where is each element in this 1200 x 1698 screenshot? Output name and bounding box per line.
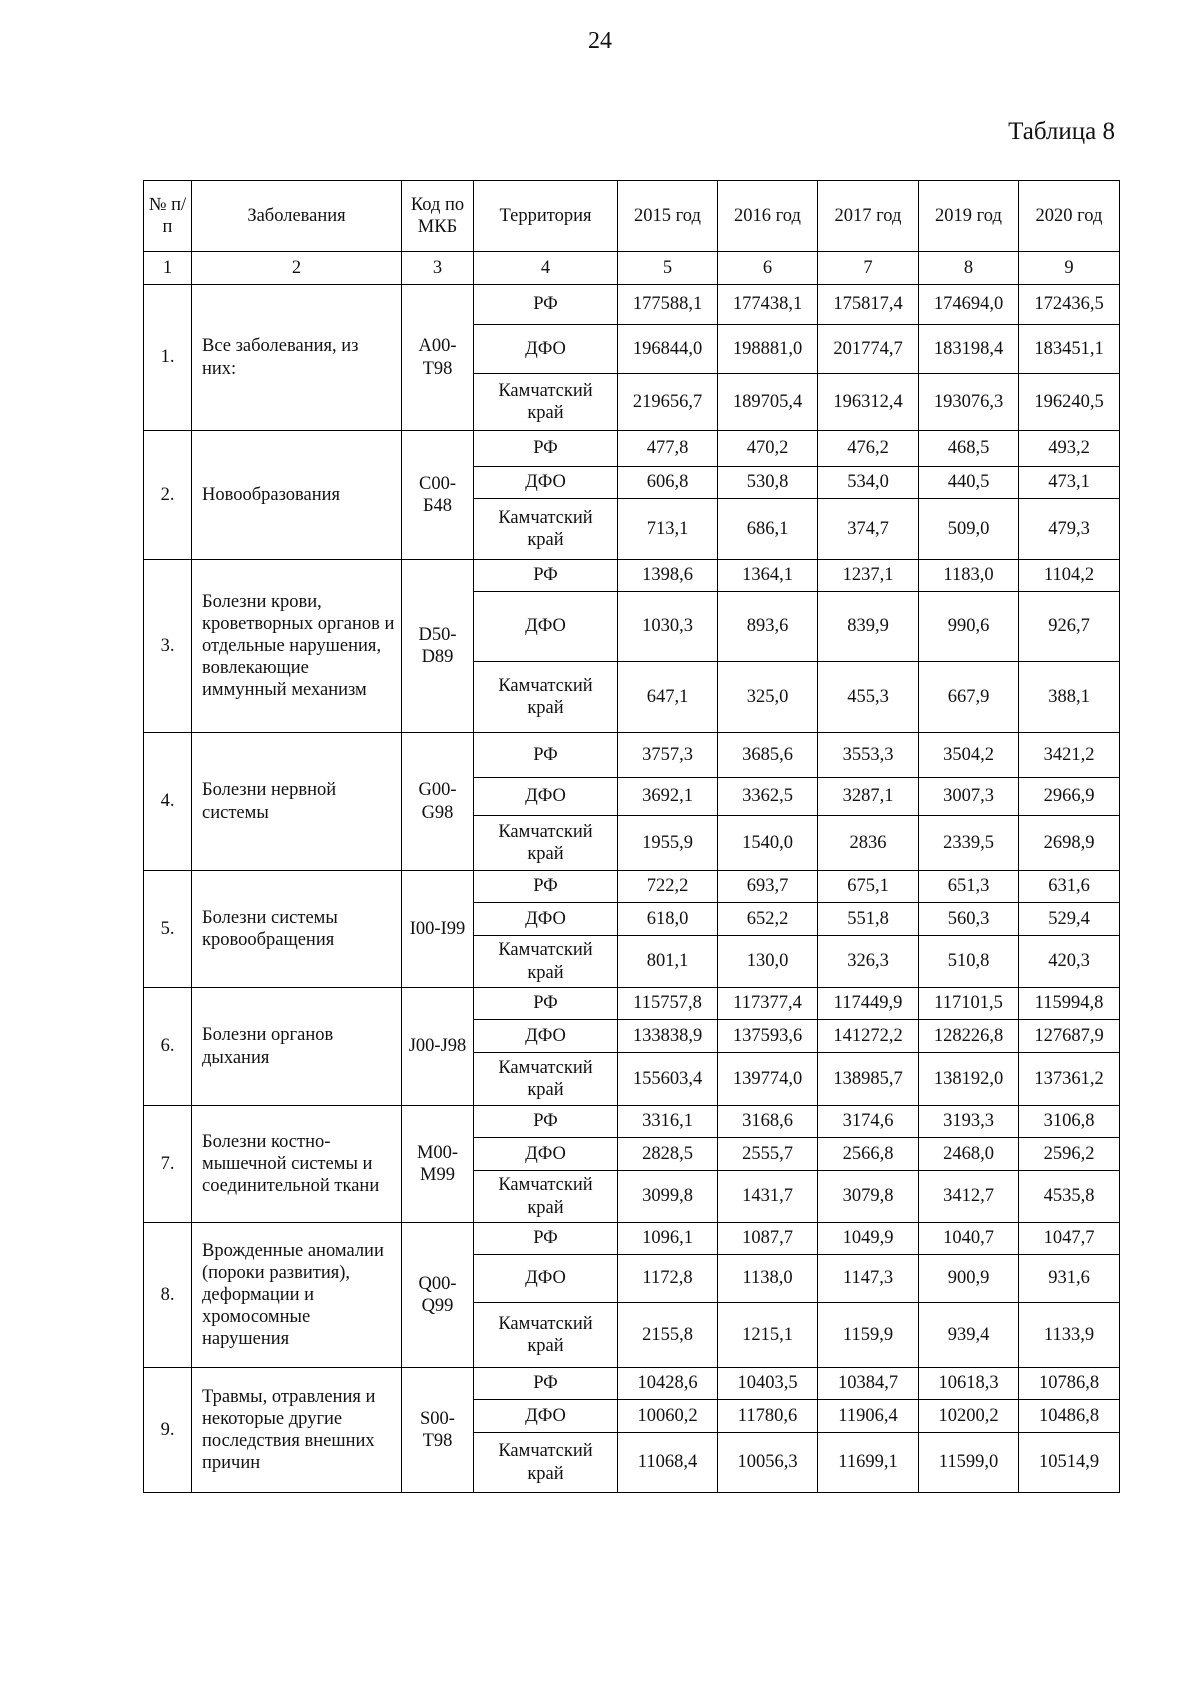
territory-cell: Камчатский край xyxy=(474,499,618,560)
value-cell: 651,3 xyxy=(919,871,1019,903)
territory-cell: ДФО xyxy=(474,903,618,936)
icd-code: D50-D89 xyxy=(402,560,474,733)
value-cell: 1215,1 xyxy=(718,1303,818,1368)
value-cell: 2468,0 xyxy=(919,1138,1019,1171)
value-cell: 133838,9 xyxy=(618,1020,718,1053)
table-row xyxy=(144,1106,1120,1138)
icd-code: Q00-Q99 xyxy=(402,1223,474,1368)
territory-cell: ДФО xyxy=(474,1400,618,1433)
value-cell: 990,6 xyxy=(919,592,1019,662)
value-cell: 477,8 xyxy=(618,431,718,467)
value-cell: 155603,4 xyxy=(618,1053,718,1106)
value-cell: 3757,3 xyxy=(618,733,718,778)
value-cell: 1133,9 xyxy=(1019,1303,1120,1368)
value-cell: 11599,0 xyxy=(919,1433,1019,1493)
row-number: 7. xyxy=(144,1106,192,1223)
value-cell: 647,1 xyxy=(618,662,718,733)
icd-code: I00-I99 xyxy=(402,871,474,988)
value-cell: 1398,6 xyxy=(618,560,718,592)
territory-cell: РФ xyxy=(474,733,618,778)
value-cell: 693,7 xyxy=(718,871,818,903)
value-cell: 3685,6 xyxy=(718,733,818,778)
header-year-2020: 2020 год xyxy=(1019,181,1120,252)
value-cell: 115757,8 xyxy=(618,988,718,1020)
value-cell: 468,5 xyxy=(919,431,1019,467)
value-cell: 117101,5 xyxy=(919,988,1019,1020)
value-cell: 3412,7 xyxy=(919,1171,1019,1223)
value-cell: 10200,2 xyxy=(919,1400,1019,1433)
value-cell: 618,0 xyxy=(618,903,718,936)
row-number: 4. xyxy=(144,733,192,871)
value-cell: 117449,9 xyxy=(818,988,919,1020)
value-cell: 534,0 xyxy=(818,467,919,499)
value-cell: 470,2 xyxy=(718,431,818,467)
value-cell: 420,3 xyxy=(1019,936,1120,988)
disease-name: Все заболевания, из них: xyxy=(192,285,402,431)
value-cell: 686,1 xyxy=(718,499,818,560)
value-cell: 196312,4 xyxy=(818,374,919,431)
value-cell: 130,0 xyxy=(718,936,818,988)
territory-cell: Камчатский край xyxy=(474,1171,618,1223)
value-cell: 667,9 xyxy=(919,662,1019,733)
value-cell: 560,3 xyxy=(919,903,1019,936)
value-cell: 510,8 xyxy=(919,936,1019,988)
territory-cell: ДФО xyxy=(474,325,618,374)
value-cell: 1172,8 xyxy=(618,1255,718,1303)
value-cell: 2966,9 xyxy=(1019,778,1120,816)
value-cell: 926,7 xyxy=(1019,592,1120,662)
value-cell: 3553,3 xyxy=(818,733,919,778)
territory-cell: РФ xyxy=(474,560,618,592)
value-cell: 2596,2 xyxy=(1019,1138,1120,1171)
territory-cell: ДФО xyxy=(474,1138,618,1171)
value-cell: 177588,1 xyxy=(618,285,718,325)
value-cell: 3287,1 xyxy=(818,778,919,816)
column-number: 6 xyxy=(718,252,818,285)
value-cell: 172436,5 xyxy=(1019,285,1120,325)
column-number: 5 xyxy=(618,252,718,285)
value-cell: 1540,0 xyxy=(718,816,818,871)
header-year-2016: 2016 год xyxy=(718,181,818,252)
value-cell: 10403,5 xyxy=(718,1368,818,1400)
value-cell: 3316,1 xyxy=(618,1106,718,1138)
value-cell: 1030,3 xyxy=(618,592,718,662)
value-cell: 2155,8 xyxy=(618,1303,718,1368)
value-cell: 652,2 xyxy=(718,903,818,936)
value-cell: 2828,5 xyxy=(618,1138,718,1171)
value-cell: 2566,8 xyxy=(818,1138,919,1171)
value-cell: 2339,5 xyxy=(919,816,1019,871)
value-cell: 325,0 xyxy=(718,662,818,733)
value-cell: 606,8 xyxy=(618,467,718,499)
territory-cell: РФ xyxy=(474,285,618,325)
territory-cell: Камчатский край xyxy=(474,1303,618,1368)
value-cell: 3106,8 xyxy=(1019,1106,1120,1138)
value-cell: 11780,6 xyxy=(718,1400,818,1433)
header-disease: Заболевания xyxy=(192,181,402,252)
column-number-row xyxy=(144,252,1120,285)
table-row xyxy=(144,871,1120,903)
value-cell: 3099,8 xyxy=(618,1171,718,1223)
table-row xyxy=(144,560,1120,592)
disease-name: Болезни органов дыхания xyxy=(192,988,402,1106)
value-cell: 326,3 xyxy=(818,936,919,988)
disease-name: Болезни системы кровообращения xyxy=(192,871,402,988)
header-year-2015: 2015 год xyxy=(618,181,718,252)
value-cell: 10384,7 xyxy=(818,1368,919,1400)
value-cell: 893,6 xyxy=(718,592,818,662)
territory-cell: Камчатский край xyxy=(474,936,618,988)
value-cell: 10786,8 xyxy=(1019,1368,1120,1400)
value-cell: 3079,8 xyxy=(818,1171,919,1223)
column-number: 4 xyxy=(474,252,618,285)
value-cell: 196844,0 xyxy=(618,325,718,374)
value-cell: 138985,7 xyxy=(818,1053,919,1106)
territory-cell: РФ xyxy=(474,1106,618,1138)
value-cell: 939,4 xyxy=(919,1303,1019,1368)
value-cell: 138192,0 xyxy=(919,1053,1019,1106)
row-number: 8. xyxy=(144,1223,192,1368)
value-cell: 137593,6 xyxy=(718,1020,818,1053)
value-cell: 139774,0 xyxy=(718,1053,818,1106)
value-cell: 3504,2 xyxy=(919,733,1019,778)
value-cell: 374,7 xyxy=(818,499,919,560)
value-cell: 201774,7 xyxy=(818,325,919,374)
value-cell: 388,1 xyxy=(1019,662,1120,733)
value-cell: 3362,5 xyxy=(718,778,818,816)
value-cell: 10056,3 xyxy=(718,1433,818,1493)
value-cell: 189705,4 xyxy=(718,374,818,431)
value-cell: 3193,3 xyxy=(919,1106,1019,1138)
disease-name: Травмы, отравления и некоторые другие последствия внешних причин xyxy=(192,1368,402,1493)
value-cell: 1047,7 xyxy=(1019,1223,1120,1255)
value-cell: 3168,6 xyxy=(718,1106,818,1138)
column-number: 2 xyxy=(192,252,402,285)
row-number: 5. xyxy=(144,871,192,988)
row-number: 3. xyxy=(144,560,192,733)
header-year-2019: 2019 год xyxy=(919,181,1019,252)
value-cell: 177438,1 xyxy=(718,285,818,325)
value-cell: 493,2 xyxy=(1019,431,1120,467)
territory-cell: ДФО xyxy=(474,1020,618,1053)
value-cell: 1096,1 xyxy=(618,1223,718,1255)
header-row xyxy=(144,181,1120,252)
value-cell: 509,0 xyxy=(919,499,1019,560)
row-number: 1. xyxy=(144,285,192,431)
value-cell: 839,9 xyxy=(818,592,919,662)
table-row xyxy=(144,988,1120,1020)
value-cell: 198881,0 xyxy=(718,325,818,374)
value-cell: 479,3 xyxy=(1019,499,1120,560)
value-cell: 1955,9 xyxy=(618,816,718,871)
value-cell: 11906,4 xyxy=(818,1400,919,1433)
territory-cell: Камчатский край xyxy=(474,662,618,733)
value-cell: 2836 xyxy=(818,816,919,871)
icd-code: J00-J98 xyxy=(402,988,474,1106)
value-cell: 117377,4 xyxy=(718,988,818,1020)
value-cell: 183198,4 xyxy=(919,325,1019,374)
value-cell: 1138,0 xyxy=(718,1255,818,1303)
value-cell: 3421,2 xyxy=(1019,733,1120,778)
value-cell: 551,8 xyxy=(818,903,919,936)
territory-cell: Камчатский край xyxy=(474,1433,618,1493)
territory-cell: РФ xyxy=(474,1223,618,1255)
icd-code: C00-Б48 xyxy=(402,431,474,560)
disease-name: Врожденные аномалии (пороки развития), деформации и хромосомные нарушения xyxy=(192,1223,402,1368)
header-territory: Территория xyxy=(474,181,618,252)
value-cell: 115994,8 xyxy=(1019,988,1120,1020)
value-cell: 631,6 xyxy=(1019,871,1120,903)
row-number: 2. xyxy=(144,431,192,560)
territory-cell: Камчатский край xyxy=(474,816,618,871)
value-cell: 10060,2 xyxy=(618,1400,718,1433)
value-cell: 1147,3 xyxy=(818,1255,919,1303)
value-cell: 440,5 xyxy=(919,467,1019,499)
column-number: 9 xyxy=(1019,252,1120,285)
value-cell: 1159,9 xyxy=(818,1303,919,1368)
value-cell: 1040,7 xyxy=(919,1223,1019,1255)
column-number: 7 xyxy=(818,252,919,285)
territory-cell: РФ xyxy=(474,1368,618,1400)
icd-code: A00-T98 xyxy=(402,285,474,431)
value-cell: 713,1 xyxy=(618,499,718,560)
table-caption: Таблица 8 xyxy=(1008,118,1115,145)
row-number: 6. xyxy=(144,988,192,1106)
territory-cell: Камчатский край xyxy=(474,1053,618,1106)
value-cell: 455,3 xyxy=(818,662,919,733)
value-cell: 931,6 xyxy=(1019,1255,1120,1303)
territory-cell: ДФО xyxy=(474,1255,618,1303)
territory-cell: ДФО xyxy=(474,778,618,816)
value-cell: 3007,3 xyxy=(919,778,1019,816)
column-number: 1 xyxy=(144,252,192,285)
value-cell: 175817,4 xyxy=(818,285,919,325)
value-cell: 529,4 xyxy=(1019,903,1120,936)
table-row xyxy=(144,1368,1120,1400)
header-year-2017: 2017 год xyxy=(818,181,919,252)
table-row xyxy=(144,733,1120,778)
value-cell: 10618,3 xyxy=(919,1368,1019,1400)
value-cell: 530,8 xyxy=(718,467,818,499)
value-cell: 183451,1 xyxy=(1019,325,1120,374)
header-icd-code: Код по МКБ xyxy=(402,181,474,252)
territory-cell: РФ xyxy=(474,431,618,467)
territory-cell: ДФО xyxy=(474,467,618,499)
territory-cell: РФ xyxy=(474,988,618,1020)
table-row xyxy=(144,431,1120,467)
value-cell: 174694,0 xyxy=(919,285,1019,325)
value-cell: 3174,6 xyxy=(818,1106,919,1138)
value-cell: 11699,1 xyxy=(818,1433,919,1493)
territory-cell: Камчатский край xyxy=(474,374,618,431)
row-number: 9. xyxy=(144,1368,192,1493)
value-cell: 1237,1 xyxy=(818,560,919,592)
value-cell: 900,9 xyxy=(919,1255,1019,1303)
value-cell: 722,2 xyxy=(618,871,718,903)
value-cell: 801,1 xyxy=(618,936,718,988)
value-cell: 10486,8 xyxy=(1019,1400,1120,1433)
value-cell: 1104,2 xyxy=(1019,560,1120,592)
table-row xyxy=(144,285,1120,325)
value-cell: 2698,9 xyxy=(1019,816,1120,871)
value-cell: 1049,9 xyxy=(818,1223,919,1255)
disease-name: Болезни костно-мышечной системы и соединительной ткани xyxy=(192,1106,402,1223)
icd-code: S00-T98 xyxy=(402,1368,474,1493)
value-cell: 128226,8 xyxy=(919,1020,1019,1053)
value-cell: 1364,1 xyxy=(718,560,818,592)
value-cell: 473,1 xyxy=(1019,467,1120,499)
page-number: 24 xyxy=(588,28,612,54)
value-cell: 1087,7 xyxy=(718,1223,818,1255)
value-cell: 10514,9 xyxy=(1019,1433,1120,1493)
value-cell: 193076,3 xyxy=(919,374,1019,431)
value-cell: 476,2 xyxy=(818,431,919,467)
value-cell: 4535,8 xyxy=(1019,1171,1120,1223)
disease-name: Новообразования xyxy=(192,431,402,560)
header-number: № п/ п xyxy=(144,181,192,252)
column-number: 3 xyxy=(402,252,474,285)
disease-table xyxy=(143,180,1120,1493)
icd-code: G00-G98 xyxy=(402,733,474,871)
icd-code: M00-M99 xyxy=(402,1106,474,1223)
value-cell: 11068,4 xyxy=(618,1433,718,1493)
value-cell: 2555,7 xyxy=(718,1138,818,1171)
value-cell: 675,1 xyxy=(818,871,919,903)
disease-name: Болезни нервной системы xyxy=(192,733,402,871)
table-row xyxy=(144,1223,1120,1255)
territory-cell: РФ xyxy=(474,871,618,903)
territory-cell: ДФО xyxy=(474,592,618,662)
value-cell: 137361,2 xyxy=(1019,1053,1120,1106)
value-cell: 219656,7 xyxy=(618,374,718,431)
value-cell: 3692,1 xyxy=(618,778,718,816)
value-cell: 1183,0 xyxy=(919,560,1019,592)
disease-name: Болезни крови, кроветворных органов и отдельные нарушения, вовлекающие иммунный механизм xyxy=(192,560,402,733)
value-cell: 141272,2 xyxy=(818,1020,919,1053)
value-cell: 1431,7 xyxy=(718,1171,818,1223)
value-cell: 127687,9 xyxy=(1019,1020,1120,1053)
value-cell: 196240,5 xyxy=(1019,374,1120,431)
value-cell: 10428,6 xyxy=(618,1368,718,1400)
column-number: 8 xyxy=(919,252,1019,285)
